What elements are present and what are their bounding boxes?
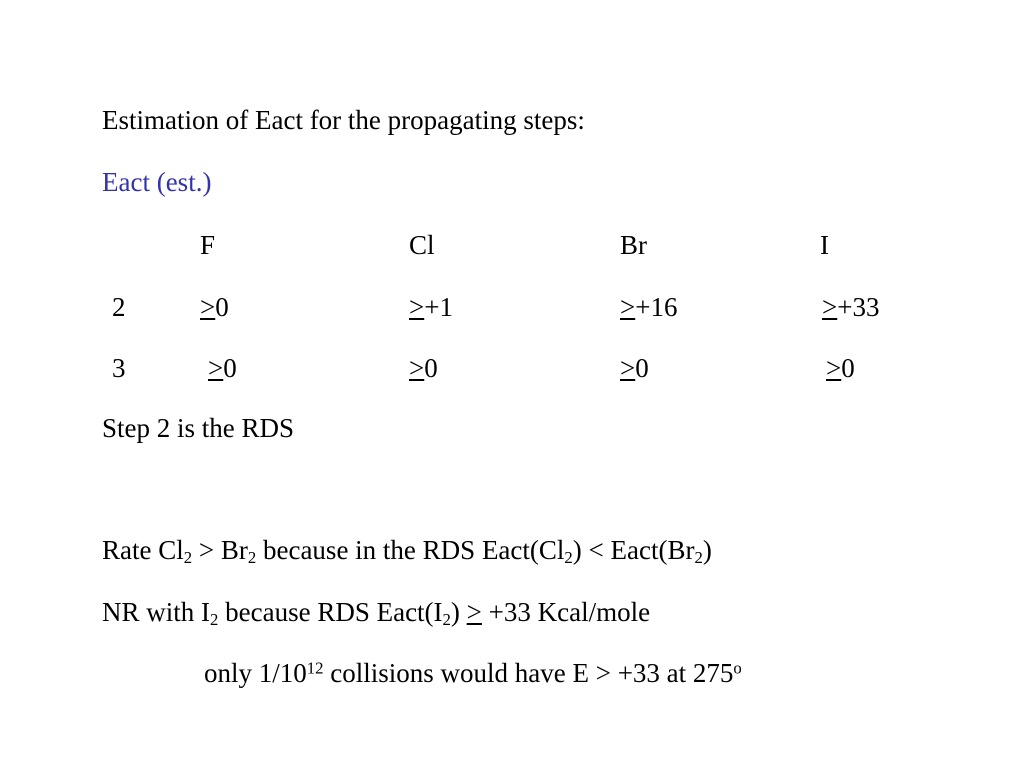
- collision-text-1: only 1/10: [204, 658, 307, 688]
- row-3-value-f: 0: [223, 353, 237, 383]
- row-2-cell-f: [200, 292, 229, 323]
- rate-text-3: because in the RDS Eact(Cl: [256, 535, 565, 565]
- rate-sub-4: 2: [694, 548, 703, 568]
- ge-operator: >: [620, 353, 636, 383]
- row-2-step-label: 2: [112, 292, 126, 322]
- row-2-cell-cl: [409, 292, 453, 323]
- row-3-cell-f: [208, 353, 237, 384]
- row-2-value-br: +16: [635, 292, 678, 322]
- collision-text-2: collisions would have E > +33 at 275: [323, 658, 734, 688]
- collision-probability-line: [204, 659, 742, 689]
- ge-operator: >: [822, 292, 838, 322]
- column-header-br: Br: [620, 230, 647, 260]
- row-3-cell-cl: [409, 353, 438, 384]
- nr-sub-2: 2: [442, 610, 451, 630]
- nr-text-3: ): [450, 597, 467, 627]
- row-2-value-i: +33: [837, 292, 880, 322]
- row-2-cell-i: [822, 292, 879, 323]
- nr-text-1: NR with I: [102, 597, 210, 627]
- column-header-cl: Cl: [409, 230, 435, 260]
- estimation-title: Estimation of Eact for the propagating steps:: [102, 105, 585, 135]
- ge-operator: >: [466, 597, 482, 627]
- ge-operator: >: [409, 353, 425, 383]
- degree-symbol: o: [733, 658, 742, 678]
- column-header-f: F: [200, 230, 216, 260]
- ge-operator: >: [409, 292, 425, 322]
- rate-comparison-line: [102, 536, 712, 568]
- row-3-value-i: 0: [841, 353, 855, 383]
- rate-text-1: Rate Cl: [102, 535, 184, 565]
- rds-statement: Step 2 is the RDS: [102, 413, 295, 443]
- nr-iodine-line: [102, 598, 650, 630]
- rate-sub-3: 2: [564, 548, 573, 568]
- rate-sub-1: 2: [183, 548, 193, 568]
- column-header-i: I: [820, 230, 829, 260]
- row-3-step-label: 3: [112, 353, 126, 383]
- rate-text-5: ): [702, 535, 712, 565]
- row-2-value-f: 0: [215, 292, 229, 322]
- nr-sub-1: 2: [210, 610, 219, 630]
- row-3-cell-br: [620, 353, 649, 384]
- row-3-value-br: 0: [635, 353, 649, 383]
- ge-operator: >: [208, 353, 224, 383]
- rate-text-2: > Br: [192, 535, 248, 565]
- nr-text-4: +33 Kcal/mole: [481, 597, 651, 627]
- eact-est-subtitle: Eact (est.): [102, 167, 212, 197]
- ge-operator: >: [620, 292, 636, 322]
- nr-text-2: because RDS Eact(I: [218, 597, 443, 627]
- ge-operator: >: [200, 292, 216, 322]
- row-2-cell-br: [620, 292, 677, 323]
- rate-text-4: ) < Eact(Br: [572, 535, 695, 565]
- collision-exponent: 12: [306, 658, 324, 678]
- ge-operator: >: [826, 353, 842, 383]
- row-2-value-cl: +1: [424, 292, 453, 322]
- row-3-value-cl: 0: [424, 353, 438, 383]
- row-3-cell-i: [826, 353, 855, 384]
- rate-sub-2: 2: [247, 548, 257, 568]
